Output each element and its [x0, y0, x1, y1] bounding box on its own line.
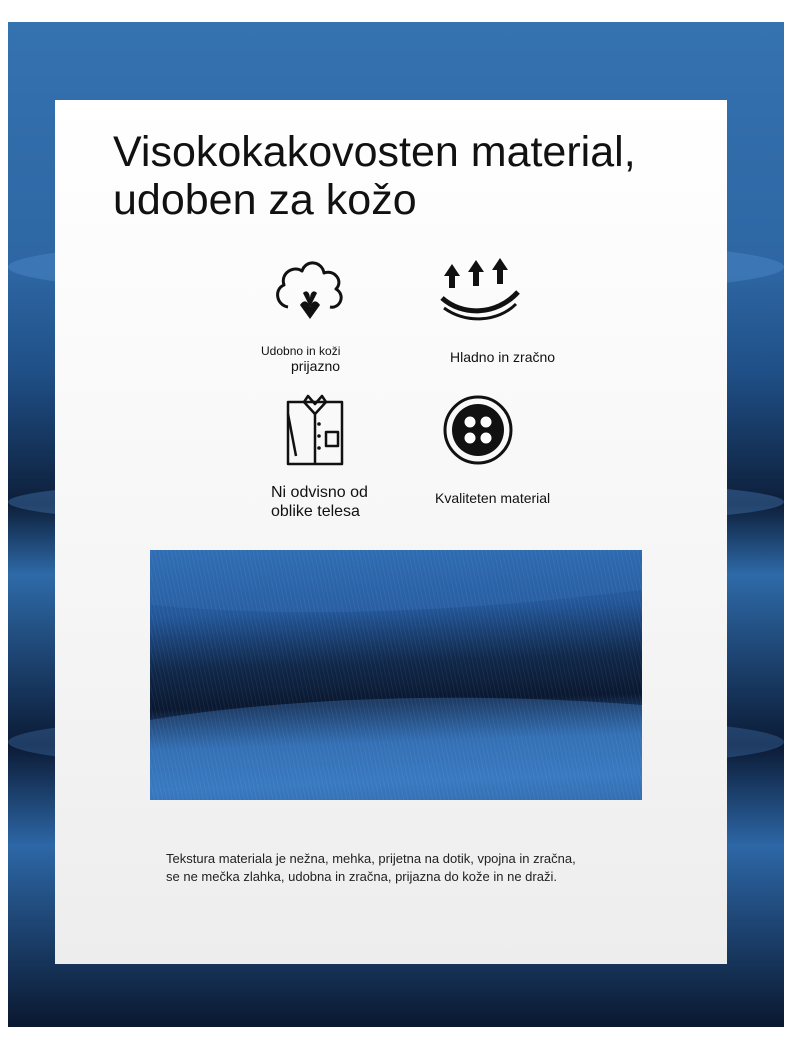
airflow-arrows-icon	[438, 258, 524, 324]
feature-label: Hladno in zračno	[450, 349, 556, 365]
feature-label: Ni odvisno od	[271, 484, 368, 501]
shirt-icon	[282, 394, 348, 466]
feature-label: oblike telesa	[271, 503, 360, 520]
fabric-texture	[150, 550, 642, 800]
button-icon	[442, 394, 514, 466]
title-line-1: Visokokakovosten material,	[113, 128, 636, 176]
feature-label: Kvaliteten material	[435, 490, 551, 506]
feature-label: Udobno in koži	[261, 344, 341, 358]
description-line-1: Tekstura materiala je nežna, mehka, prijetna na dotik, vpojna in zračna,	[166, 851, 576, 866]
cotton-icon	[270, 255, 350, 325]
feature-label: prijazno	[291, 358, 341, 374]
info-card	[55, 100, 727, 964]
fabric-photo	[150, 550, 642, 800]
description	[166, 850, 576, 886]
description-line-2: se ne mečka zlahka, udobna in zračna, prijazna do kože in ne draži.	[166, 869, 557, 884]
title-line-2: udoben za kožo	[113, 176, 417, 224]
page-title	[113, 128, 636, 224]
